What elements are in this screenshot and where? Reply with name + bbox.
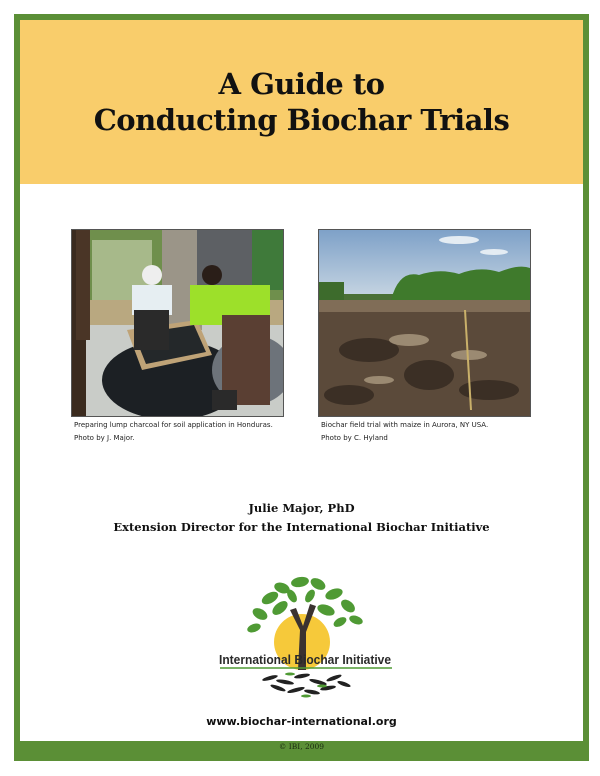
title-line-2: Conducting Biochar Trials	[93, 103, 510, 137]
photo-credit: Photo by C. Hyland	[321, 434, 388, 442]
website-link[interactable]: www.biochar-international.org	[206, 715, 397, 728]
caption-text: Preparing lump charcoal for soil application in Honduras.	[74, 421, 273, 429]
logo-text: International Biochar Initiative	[219, 652, 391, 667]
cover-page	[20, 20, 583, 741]
title-line-1: A Guide to	[218, 67, 385, 101]
author-title: Extension Director for the International Biochar Initiative	[113, 520, 490, 534]
honduras-charcoal-photo	[71, 229, 284, 417]
photo-caption-left	[74, 419, 273, 445]
photo-credit: Photo by J. Major.	[74, 434, 135, 442]
aurora-field-trial-photo	[318, 229, 531, 417]
author-name: Julie Major, PhD	[248, 501, 355, 515]
ibi-logo	[210, 570, 400, 700]
photo-caption-right	[321, 419, 488, 445]
document-title	[20, 66, 583, 138]
cover-frame	[14, 14, 589, 761]
title-banner	[20, 20, 583, 184]
copyright-notice: © IBI, 2009	[278, 742, 325, 751]
caption-text: Biochar field trial with maize in Aurora, NY USA.	[321, 421, 489, 429]
